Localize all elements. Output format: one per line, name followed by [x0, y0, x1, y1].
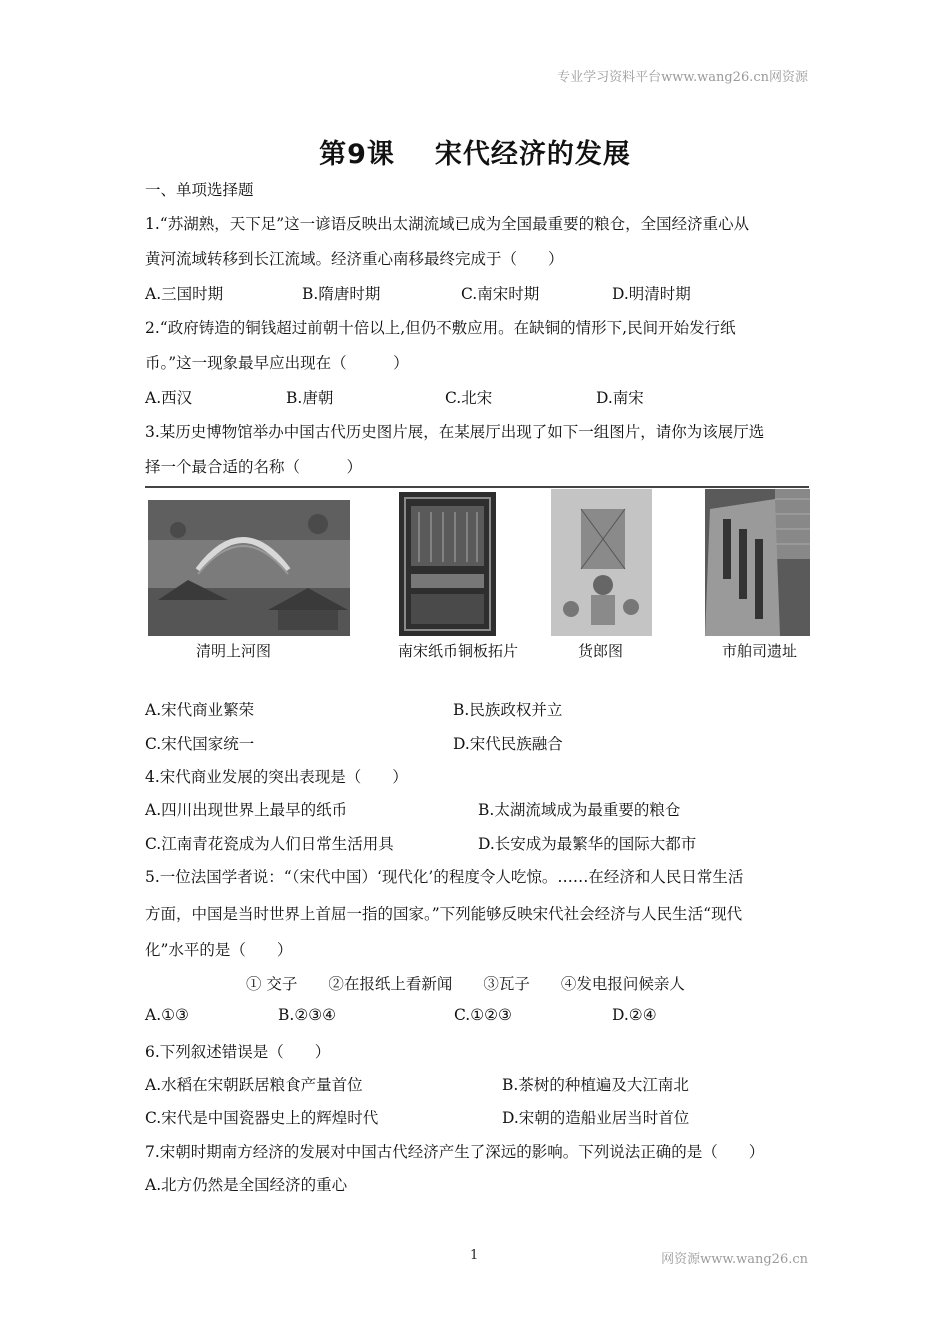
q4-option-d: D.长安成为最繁华的国际大都市 — [478, 835, 697, 853]
q6-option-a: A.水稻在宋朝跃居粮食产量首位 — [145, 1076, 363, 1094]
q6-stem: 6.下列叙述错误是（ ） — [145, 1043, 331, 1061]
q3-option-a: A.宋代商业繁荣 — [145, 701, 255, 719]
q6-option-d: D.宋朝的造船业居当时首位 — [502, 1109, 690, 1127]
page-footer-source: 网资源www.wang26.cn — [661, 1252, 808, 1267]
q2-option-d: D.南宋 — [596, 389, 644, 407]
peddler-painting-image — [551, 489, 652, 636]
q2-option-a: A.西汉 — [145, 389, 193, 407]
q6-option-c: C.宋代是中国瓷器史上的辉煌时代 — [145, 1109, 379, 1127]
banknote-rubbing-image — [399, 492, 496, 636]
q1-option-c: C.南宋时期 — [461, 285, 540, 303]
q1-option-d: D.明清时期 — [612, 285, 691, 303]
q5-stem-line3: 化”水平的是（ ） — [145, 941, 293, 959]
page-number: 1 — [470, 1248, 479, 1263]
q2-stem-line2: 币。”这一现象最早应出现在（ ） — [145, 354, 409, 372]
q3-option-c: C.宋代国家统一 — [145, 735, 255, 753]
q3-option-d: D.宋代民族融合 — [453, 735, 563, 753]
q5-items: ① 交子 ②在报纸上看新闻 ③瓦子 ④发电报问候亲人 — [246, 975, 685, 993]
q3-stem-line2: 择一个最合适的名称（ ） — [145, 458, 363, 476]
page-header: 专业学习资料平台www.wang26.cn网资源 — [557, 70, 808, 85]
q4-option-a: A.四川出现世界上最早的纸币 — [145, 801, 348, 819]
q7-option-a: A.北方仍然是全国经济的重心 — [145, 1176, 348, 1194]
section-heading: 一、单项选择题 — [145, 181, 254, 199]
q4-option-c: C.江南青花瓷成为人们日常生活用具 — [145, 835, 394, 853]
caption-shibosi: 市舶司遗址 — [722, 642, 798, 660]
lesson-number: 第9课 — [319, 139, 395, 170]
shibosi-site-image — [705, 489, 810, 636]
figure-top-rule — [145, 486, 809, 488]
q1-stem-line1: 1.“苏湖熟，天下足”这一谚语反映出太湖流域已成为全国最重要的粮仓，全国经济重心从 — [145, 215, 750, 233]
caption-banknote: 南宋纸币铜板拓片 — [398, 642, 519, 660]
q2-stem-line1: 2.“政府铸造的铜钱超过前朝十倍以上,但仍不敷应用。在缺铜的情形下,民间开始发行纸 — [145, 319, 736, 337]
q2-option-c: C.北宋 — [445, 389, 493, 407]
q5-option-c: C.①②③ — [454, 1006, 512, 1024]
q1-stem-line2: 黄河流域转移到长江流域。经济重心南移最终完成于（ ） — [145, 250, 564, 268]
q4-option-b: B.太湖流域成为最重要的粮仓 — [478, 801, 681, 819]
q6-option-b: B.茶树的种植遍及大江南北 — [502, 1076, 689, 1094]
q3-option-b: B.民族政权并立 — [453, 701, 563, 719]
q4-stem: 4.宋代商业发展的突出表现是（ ） — [145, 768, 408, 786]
q5-option-d: D.②④ — [612, 1006, 657, 1024]
qingming-painting-image — [148, 500, 350, 636]
lesson-topic: 宋代经济的发展 — [434, 139, 631, 170]
q1-option-a: A.三国时期 — [145, 285, 224, 303]
q1-option-b: B.隋唐时期 — [302, 285, 381, 303]
caption-qingming: 清明上河图 — [196, 642, 272, 660]
page-title — [0, 132, 950, 171]
q3-stem-line1: 3.某历史博物馆举办中国古代历史图片展，在某展厅出现了如下一组图片，请你为该展厅选 — [145, 423, 765, 441]
q2-option-b: B.唐朝 — [286, 389, 334, 407]
q7-stem: 7.宋朝时期南方经济的发展对中国古代经济产生了深远的影响。下列说法正确的是（ ） — [145, 1143, 765, 1161]
q5-stem-line2: 方面，中国是当时世界上首屈一指的国家。”下列能够反映宋代社会经济与人民生活“现代 — [145, 905, 743, 923]
q5-option-a: A.①③ — [145, 1006, 189, 1024]
q5-stem-line1: 5.一位法国学者说：“（宋代中国）‘现代化’的程度令人吃惊。……在经济和人民日常生活 — [145, 868, 744, 886]
caption-peddler: 货郎图 — [578, 642, 624, 660]
q5-option-b: B.②③④ — [278, 1006, 337, 1024]
